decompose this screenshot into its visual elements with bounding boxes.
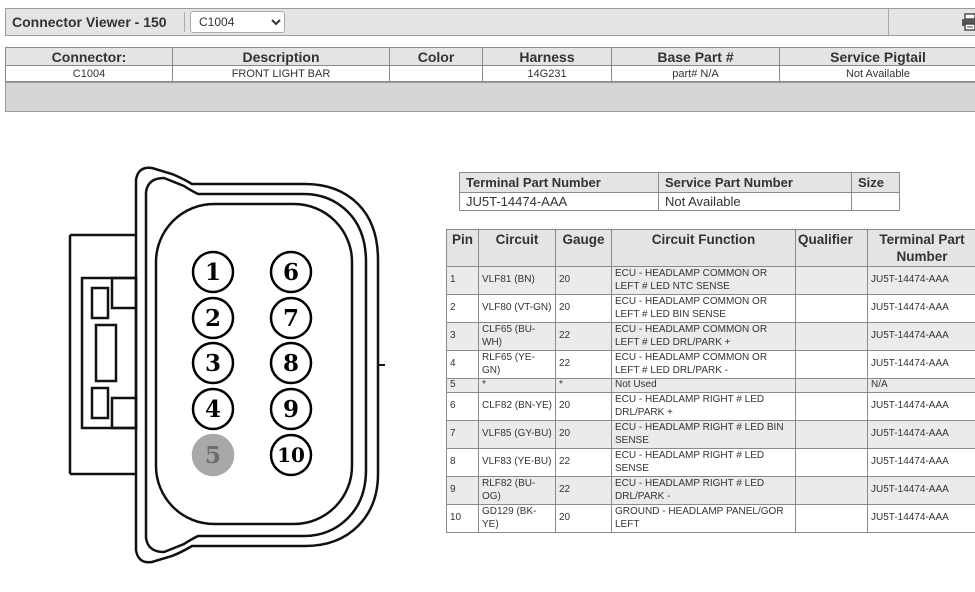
- svg-text:4: 4: [204, 396, 222, 423]
- cell-qualifier: [796, 351, 868, 379]
- header-divider: [184, 12, 185, 32]
- viewer-header: [5, 8, 975, 36]
- cell-terminal-part-number: JU5T-14474-AAA: [868, 505, 975, 533]
- cell-qualifier: [796, 295, 868, 323]
- cell-circuit: CLF82 (BN-YE): [479, 393, 556, 421]
- cell-pin: 10: [447, 505, 479, 533]
- cell-base-part: part# N/A: [612, 66, 780, 82]
- page-title: Connector Viewer - 150: [12, 14, 167, 30]
- cell-pin: 6: [447, 393, 479, 421]
- cell-circuit-function: ECU - HEADLAMP COMMON OR LEFT # LED NTC SENSE: [612, 267, 796, 295]
- cell-circuit-function: ECU - HEADLAMP RIGHT # LED DRL/PARK -: [612, 477, 796, 505]
- cell-circuit: CLF65 (BU-WH): [479, 323, 556, 351]
- pin-row: [447, 295, 975, 323]
- cell-circuit: *: [479, 379, 556, 393]
- pin-row: [447, 421, 975, 449]
- cell-pin: 3: [447, 323, 479, 351]
- cell-service-pigtail: Not Available: [780, 66, 975, 82]
- col-header-harness: Harness: [483, 48, 612, 66]
- svg-text:8: 8: [282, 350, 300, 377]
- cell-terminal-part: JU5T-14474-AAA: [460, 193, 659, 211]
- cell-pin: 7: [447, 421, 479, 449]
- cell-pin: 5: [447, 379, 479, 393]
- pin-row: [447, 449, 975, 477]
- col-header-color: Color: [390, 48, 483, 66]
- cell-terminal-part-number: JU5T-14474-AAA: [868, 449, 975, 477]
- svg-text:6: 6: [282, 259, 300, 286]
- col-header-service-part: Service Part Number: [659, 173, 852, 193]
- cell-circuit-function: ECU - HEADLAMP RIGHT # LED BIN SENSE: [612, 421, 796, 449]
- svg-text:10: 10: [277, 443, 305, 467]
- col-header-gauge: Gauge: [556, 230, 612, 267]
- col-header-terminal-part: Terminal Part Number: [460, 173, 659, 193]
- cavity-8: [271, 343, 311, 383]
- header-divider: [888, 9, 889, 35]
- svg-text:3: 3: [204, 350, 222, 377]
- cell-circuit-function: Not Used: [612, 379, 796, 393]
- connector-info-row: [6, 66, 975, 82]
- cavity-1: [193, 252, 233, 292]
- cavity-6: [271, 252, 311, 292]
- pin-row: [447, 351, 975, 379]
- col-header-terminal-part-number: Terminal Part Number: [868, 230, 975, 267]
- cavity-7: [271, 298, 311, 338]
- cell-qualifier: [796, 393, 868, 421]
- cell-circuit-function: ECU - HEADLAMP RIGHT # LED DRL/PARK +: [612, 393, 796, 421]
- cell-qualifier: [796, 379, 868, 393]
- pin-row: [447, 505, 975, 533]
- pin-row: [447, 323, 975, 351]
- cell-circuit: VLF81 (BN): [479, 267, 556, 295]
- cell-pin: 2: [447, 295, 479, 323]
- pin-table-header-row: [447, 230, 975, 267]
- cell-circuit: RLF65 (YE-GN): [479, 351, 556, 379]
- terminal-header-row: [460, 173, 900, 193]
- cell-gauge: 20: [556, 295, 612, 323]
- cell-qualifier: [796, 477, 868, 505]
- cell-terminal-part-number: JU5T-14474-AAA: [868, 351, 975, 379]
- cell-gauge: 22: [556, 449, 612, 477]
- pin-row: [447, 477, 975, 505]
- cell-terminal-part-number: JU5T-14474-AAA: [868, 421, 975, 449]
- connector-info-table: [5, 47, 975, 82]
- connector-select[interactable]: [190, 11, 285, 33]
- connector-info-header-row: [6, 48, 975, 66]
- cell-gauge: 20: [556, 393, 612, 421]
- cell-circuit: GD129 (BK-YE): [479, 505, 556, 533]
- col-header-qualifier: Qualifier: [796, 230, 868, 267]
- cell-terminal-part-number: JU5T-14474-AAA: [868, 393, 975, 421]
- cell-terminal-part-number: JU5T-14474-AAA: [868, 323, 975, 351]
- pin-table-body: [447, 267, 975, 533]
- pin-row: [447, 393, 975, 421]
- cell-terminal-part-number: N/A: [868, 379, 975, 393]
- cell-circuit: RLF82 (BU-OG): [479, 477, 556, 505]
- svg-text:5: 5: [204, 442, 222, 469]
- cell-pin: 4: [447, 351, 479, 379]
- col-header-size: Size: [852, 173, 900, 193]
- cell-circuit-function: ECU - HEADLAMP COMMON OR LEFT # LED BIN SENSE: [612, 295, 796, 323]
- cell-pin: 1: [447, 267, 479, 295]
- cell-gauge: 20: [556, 421, 612, 449]
- col-header-base-part: Base Part #: [612, 48, 780, 66]
- col-header-circuit: Circuit: [479, 230, 556, 267]
- cavity-5-unused: [193, 435, 233, 475]
- cavity-2: [193, 298, 233, 338]
- cell-qualifier: [796, 421, 868, 449]
- cell-harness: 14G231: [483, 66, 612, 82]
- col-header-circuit-function: Circuit Function: [612, 230, 796, 267]
- col-header-description: Description: [173, 48, 390, 66]
- col-header-service-pigtail: Service Pigtail: [780, 48, 975, 66]
- cell-pin: 8: [447, 449, 479, 477]
- col-header-connector: Connector:: [6, 48, 173, 66]
- cell-terminal-part-number: JU5T-14474-AAA: [868, 267, 975, 295]
- cell-gauge: 22: [556, 323, 612, 351]
- connector-face-diagram: [60, 160, 400, 570]
- cell-gauge: 22: [556, 477, 612, 505]
- cell-circuit: VLF85 (GY-BU): [479, 421, 556, 449]
- cell-qualifier: [796, 267, 868, 295]
- cell-terminal-part-number: JU5T-14474-AAA: [868, 295, 975, 323]
- svg-text:1: 1: [204, 259, 222, 286]
- cavity-10: [271, 435, 311, 475]
- cavity-9: [271, 389, 311, 429]
- cell-circuit-function: GROUND - HEADLAMP PANEL/GOR LEFT: [612, 505, 796, 533]
- terminal-row: [460, 193, 900, 211]
- cell-qualifier: [796, 505, 868, 533]
- cell-circuit-function: ECU - HEADLAMP RIGHT # LED SENSE: [612, 449, 796, 477]
- cell-circuit-function: ECU - HEADLAMP COMMON OR LEFT # LED DRL/PARK +: [612, 323, 796, 351]
- cell-qualifier: [796, 449, 868, 477]
- cell-gauge: 20: [556, 267, 612, 295]
- cell-qualifier: [796, 323, 868, 351]
- cell-color: [390, 66, 483, 82]
- terminal-info-table: [459, 172, 900, 211]
- cell-gauge: 20: [556, 505, 612, 533]
- printer-icon[interactable]: [961, 13, 975, 31]
- cell-gauge: 22: [556, 351, 612, 379]
- info-panel: [5, 82, 975, 112]
- cell-terminal-part-number: JU5T-14474-AAA: [868, 477, 975, 505]
- cell-gauge: *: [556, 379, 612, 393]
- pin-row: [447, 267, 975, 295]
- cell-pin: 9: [447, 477, 479, 505]
- cavity-3: [193, 343, 233, 383]
- cell-connector: C1004: [6, 66, 173, 82]
- pin-table: [446, 229, 975, 533]
- pin-row: [447, 379, 975, 393]
- cell-description: FRONT LIGHT BAR: [173, 66, 390, 82]
- cell-service-part: Not Available: [659, 193, 852, 211]
- cell-circuit: VLF80 (VT-GN): [479, 295, 556, 323]
- col-header-pin: Pin: [447, 230, 479, 267]
- cell-circuit: VLF83 (YE-BU): [479, 449, 556, 477]
- cavity-4: [193, 389, 233, 429]
- svg-text:2: 2: [204, 305, 222, 332]
- svg-text:9: 9: [282, 396, 300, 423]
- cell-circuit-function: ECU - HEADLAMP COMMON OR LEFT # LED DRL/PARK -: [612, 351, 796, 379]
- svg-text:7: 7: [282, 305, 300, 332]
- cell-size: [852, 193, 900, 211]
